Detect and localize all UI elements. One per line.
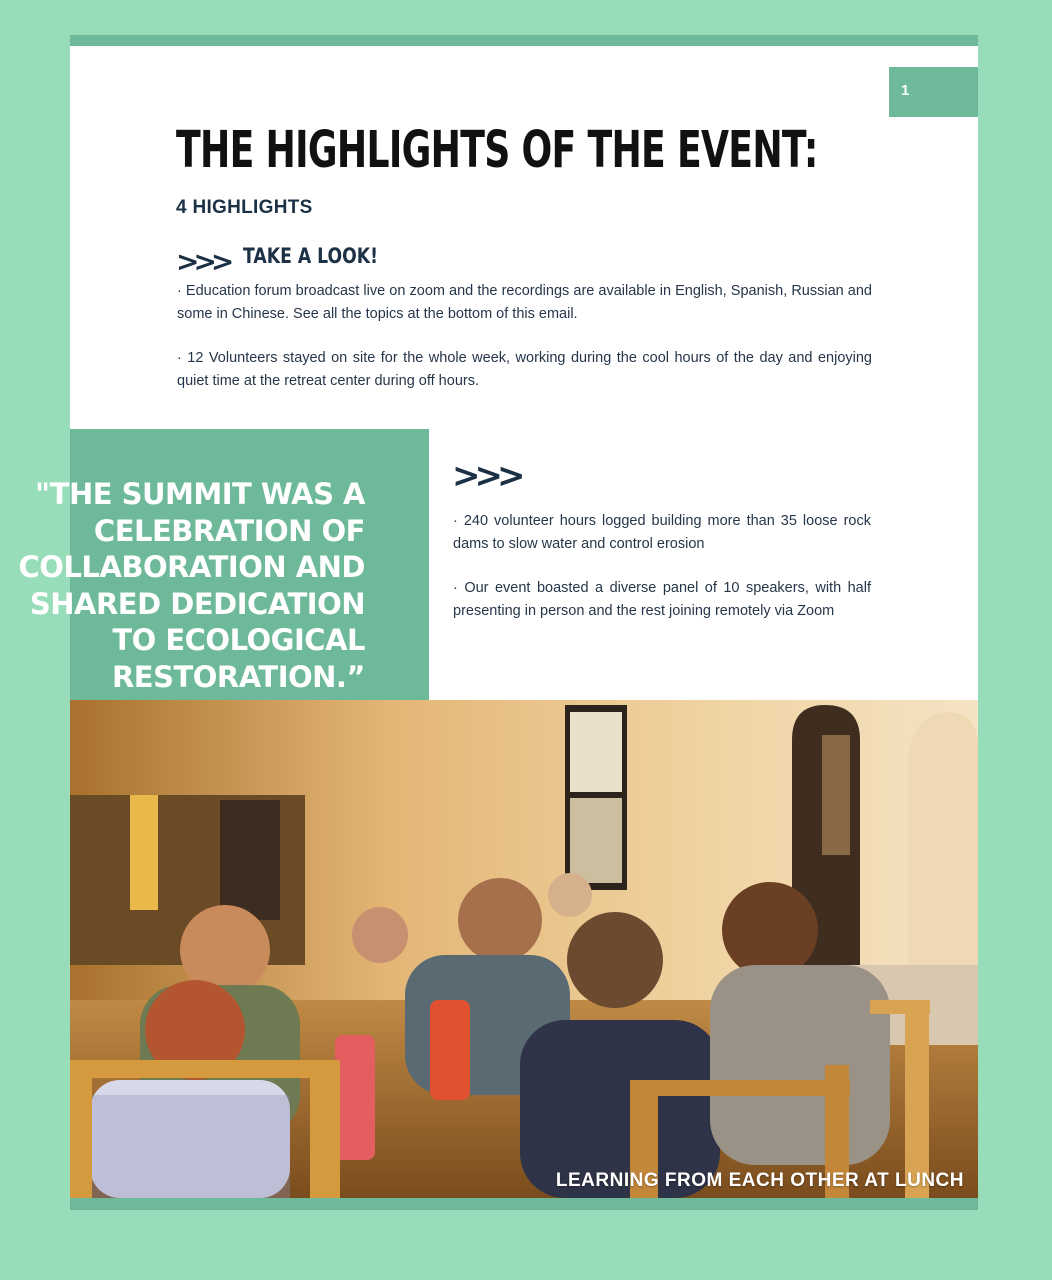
lunch-photo-illustration <box>70 700 978 1198</box>
highlight-item: · 12 Volunteers stayed on site for the whole week, working during the cool hours of the day and enjoying quiet time at the retreat center during off hours. <box>177 350 872 389</box>
event-photo <box>70 700 978 1198</box>
bottom-accent-bar <box>70 1198 978 1210</box>
highlight-item: · Education forum broadcast live on zoom and the recordings are available in English, Spanish, Russian and some in Chinese. See all the topics at the bottom of this email. <box>177 283 872 322</box>
newsletter-page <box>18 35 978 1210</box>
page-title: THE HIGHLIGHTS OF THE EVENT: <box>176 121 818 180</box>
photo-caption: LEARNING FROM EACH OTHER AT LUNCH <box>555 1170 964 1191</box>
highlight-item: · 240 volunteer hours logged building more than 35 loose rock dams to slow water and control erosion <box>453 513 871 552</box>
page-number: 1 <box>901 82 910 99</box>
chevrons-icon: >>> <box>176 245 229 278</box>
page-subtitle: 4 HIGHLIGHTS <box>176 197 313 218</box>
page-number-badge <box>889 67 978 117</box>
chevrons-icon: >>> <box>452 456 520 496</box>
top-accent-bar <box>70 35 978 46</box>
pull-quote: "THE SUMMIT WAS A CELEBRATION OF COLLABORATION AND SHARED DEDICATION TO ECOLOGICAL RESTORATION.” <box>18 477 365 694</box>
section-heading: TAKE A LOOK! <box>243 244 379 268</box>
highlight-item: · Our event boasted a diverse panel of 10 speakers, with half presenting in person and the rest joining remotely via Zoom <box>453 580 871 619</box>
